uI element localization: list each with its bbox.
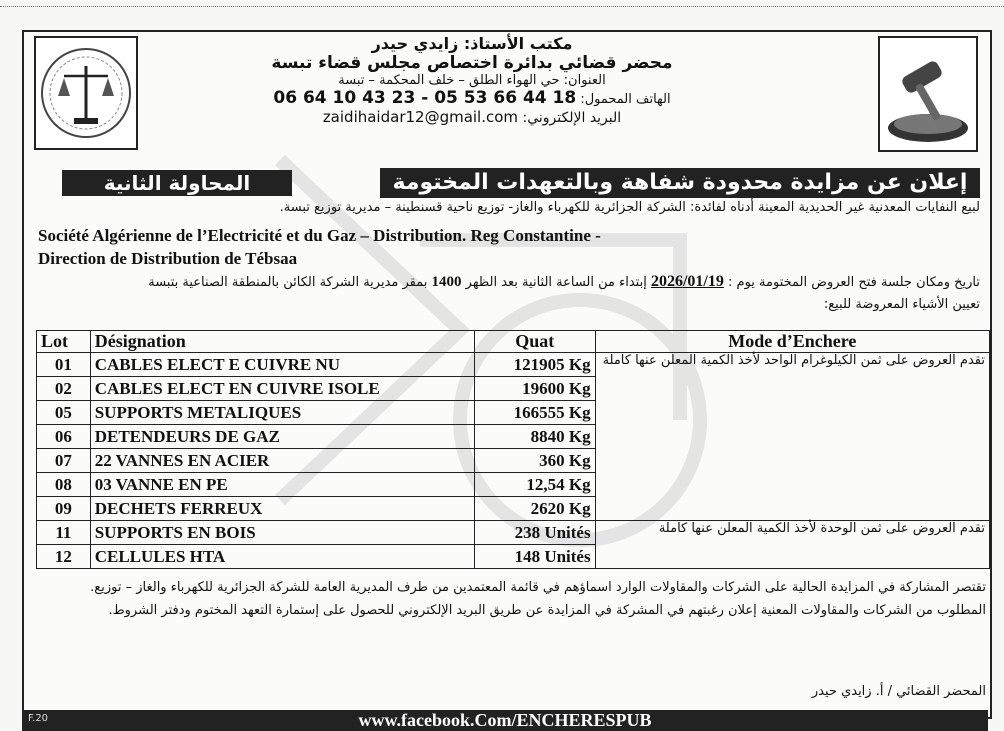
office-details xyxy=(202,34,742,126)
header-quat: Quat xyxy=(474,331,595,353)
lot-number: 09 xyxy=(37,497,91,521)
directorate-name: Direction de Distribution de Tébsaa xyxy=(38,249,298,268)
condition-request: المطلوب من الشركات والمقاولات المعنية إعلان رغبتهم في المشركة في المزايدة عن طريق البريد الإلكتروني للحصول على إستمارة التعهد المختوم ودفتر الشروط. xyxy=(108,603,986,618)
schedule-middle: إبتداء من الساعة الثانية بعد الظهر xyxy=(465,275,647,290)
lot-quantity: 121905 Kg xyxy=(474,353,595,377)
table-header-row xyxy=(37,331,990,353)
lot-designation: CABLES ELECT E CUIVRE NU xyxy=(90,353,474,377)
header-lot: Lot xyxy=(37,331,91,353)
table-row xyxy=(37,521,990,545)
participation-conditions xyxy=(30,576,986,622)
page-code: F.20 xyxy=(28,713,49,724)
gavel-logo xyxy=(878,36,978,152)
lot-designation: DETENDEURS DE GAZ xyxy=(90,425,474,449)
phone-label: الهاتف المحمول: xyxy=(580,92,671,107)
facebook-link[interactable]: www.facebook.Com/ENCHERESPUB xyxy=(358,710,652,730)
schedule-prefix: تاريخ ومكان جلسة فتح العروض المختومة يوم : xyxy=(728,275,980,290)
lots-table xyxy=(36,330,990,569)
title-banner xyxy=(22,168,988,198)
header-designation: Désignation xyxy=(90,331,474,353)
lot-number: 02 xyxy=(37,377,91,401)
lot-quantity: 148 Unités xyxy=(474,545,595,569)
email-label: البريد الإلكتروني: xyxy=(522,110,622,126)
lot-quantity: 360 Kg xyxy=(474,449,595,473)
lot-number: 11 xyxy=(37,521,91,545)
footer-bar xyxy=(22,710,988,731)
lot-number: 05 xyxy=(37,401,91,425)
lot-quantity: 19600 Kg xyxy=(474,377,595,401)
phone-numbers: 06 64 10 43 23 - 05 53 66 44 18 xyxy=(273,88,577,108)
lot-quantity: 12,54 Kg xyxy=(474,473,595,497)
lot-designation: SUPPORTS METALIQUES xyxy=(90,401,474,425)
lot-designation: SUPPORTS EN BOIS xyxy=(90,521,474,545)
items-title: تعيين الأشياء المعروضة للبيع: xyxy=(823,297,980,312)
scales-icon xyxy=(36,38,136,148)
lot-number: 08 xyxy=(37,473,91,497)
mode-per-kg: تقدم العروض على ثمن الكيلوغرام الواحد لأخذ الكمية المعلن عنها كاملة xyxy=(595,353,989,521)
schedule-suffix: بمقر مديرية الشركة الكائن بالمنطقة الصناعية بتبسة xyxy=(148,275,428,290)
session-time: 1400 xyxy=(431,274,462,290)
bailiff-role: محضر قضائي بدائرة اختصاص مجلس قضاء تبسة xyxy=(271,53,673,73)
lot-number: 12 xyxy=(37,545,91,569)
lot-quantity: 2620 Kg xyxy=(474,497,595,521)
email-address: zaidihaidar12@gmail.com xyxy=(322,108,519,126)
signature: المحضر القضائي / أ. زايدي حيدر xyxy=(811,684,986,699)
intro-arabic: لبيع النفايات المعدنية غير الحديدية المعينة أدناه لفائدة: الشركة الجزائرية للكهرباء والغاز- توزيع ناحية قسنطينة – مديرية توزيع تبسة. xyxy=(279,200,980,215)
gavel-icon xyxy=(880,38,976,150)
phone-line xyxy=(202,88,742,108)
announcement-title: إعلان عن مزايدة محدودة شفاهة وبالتعهدات المختومة xyxy=(380,168,980,198)
lot-designation: CABLES ELECT EN CUIVRE ISOLE xyxy=(90,377,474,401)
office-name: مكتب الأستاذ: زايدي حيدر xyxy=(371,34,573,53)
lot-designation: 22 VANNES EN ACIER xyxy=(90,449,474,473)
lot-quantity: 238 Unités xyxy=(474,521,595,545)
header xyxy=(22,30,988,168)
justice-scales-logo xyxy=(34,36,138,150)
office-address: العنوان: حي الهواء الطلق – خلف المحكمة – تبسة xyxy=(338,73,606,88)
lot-designation: CELLULES HTA xyxy=(90,545,474,569)
lot-quantity: 166555 Kg xyxy=(474,401,595,425)
lot-number: 01 xyxy=(37,353,91,377)
header-mode: Mode d’Enchere xyxy=(595,331,989,353)
top-dotted-rule xyxy=(0,0,1004,7)
table-row xyxy=(37,353,990,377)
session-date: 2026/01/19 xyxy=(650,273,724,290)
lot-number: 06 xyxy=(37,425,91,449)
attempt-label: المحاولة الثانية xyxy=(62,170,292,196)
condition-eligibility: تقتصر المشاركة في المزايدة الحالية على الشركات والمقاولات الوارد اسماؤهم في قائمة المعتمدين من طرف المديرية العامة للشركة الجزائرية للكهرباء والغاز – توزيع. xyxy=(90,580,986,595)
intro-french xyxy=(38,224,978,270)
company-name: Société Algérienne de l’Electricité et du Gaz – Distribution. Reg Constantine - xyxy=(38,226,601,245)
lot-number: 07 xyxy=(37,449,91,473)
mode-per-unit: تقدم العروض على ثمن الوحدة لأخذ الكمية المعلن عنها كاملة xyxy=(595,521,989,569)
email-line xyxy=(202,108,742,126)
lot-designation: DECHETS FERREUX xyxy=(90,497,474,521)
lot-designation: 03 VANNE EN PE xyxy=(90,473,474,497)
session-schedule xyxy=(30,272,980,316)
lot-quantity: 8840 Kg xyxy=(474,425,595,449)
